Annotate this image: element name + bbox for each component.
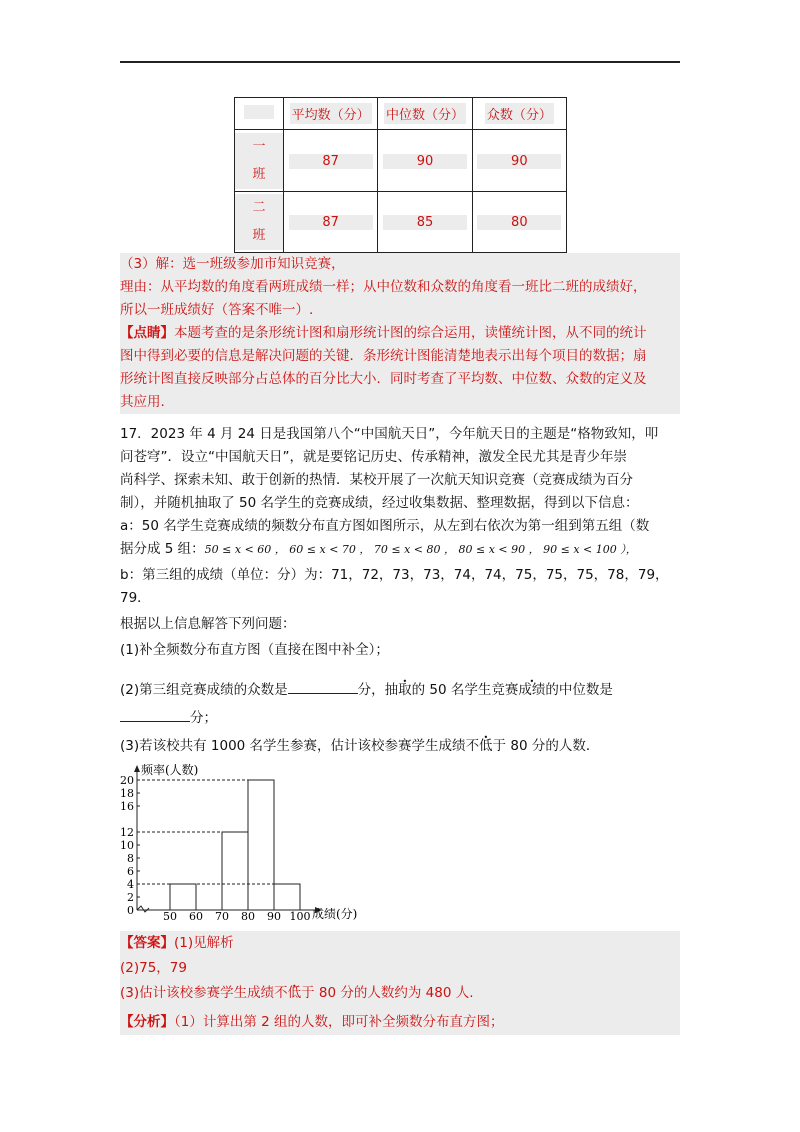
cell-class2-mode: 80 [472,192,566,253]
intro-line: 根据以上信息解答下列问题： [120,616,296,632]
table-row [235,192,567,253]
info-a-line: a：50 名学生竞赛成绩的频数分布直方图如图所示，从左到右依次为第一组到第五组（数 [120,518,650,534]
answer-text: 80 分的人数约为 480 人. [314,985,474,1001]
table-header-empty [235,98,284,130]
row-label-class2: 二 班 [235,192,284,253]
info-a-line2 [120,538,680,561]
question-line: 制），并随机抽取了 50 名学生的竞赛成绩，经过收集数据、整理数据，得到以下信息： [120,495,639,511]
comment-tag: 【点睛】 [120,325,174,341]
emphasis-text: 名学生竞赛成绩的中位数是 • [451,682,613,698]
info-b-line: b：第三组的成绩（单位：分）为：71，72，73，73，74，74，75，75，75，78，79， [120,567,669,583]
question-line: 尚科学、探索未知、敢于创新的热情．某校开展了一次航天知识竞赛（竞赛成绩为百分 [120,472,633,488]
info-a-prefix: 据分成 5 组： [120,541,205,557]
y-tick-label: 8 [127,852,134,865]
x-tick-label: 80 [241,910,255,922]
histogram-bar [222,832,248,910]
histogram-bar [170,884,196,910]
part2-text: 50 [425,682,451,698]
x-tick-label: 100 [289,910,311,922]
analysis-line [120,1010,680,1035]
cell-class1-mean: 87 [284,130,378,192]
comment-line: 形统计图直接反映部分占总体的百分比大小．同时考查了平均数、中位数、众数的定义及 [120,371,647,387]
table-header-mode: 众数（分） [472,98,566,130]
comment-line: 图中得到必要的信息是解决问题的关键．条形统计图能清楚地表示出每个项目的数据；扇 [120,348,647,364]
cell-class2-median: 85 [378,192,472,253]
part3-line [120,735,680,757]
emphasis-text: 不低于 [274,985,315,1001]
analysis-tag: 【分析】 [120,1014,174,1030]
table-row [235,130,567,192]
stats-table [234,97,567,253]
part2-text: 分， [357,682,385,698]
part2-text: (2)第三组竞赛成绩的众数是 [120,682,288,698]
x-tick-label: 90 [267,910,281,922]
answer-line [120,981,680,1006]
y-tick-label: 6 [127,865,134,878]
analysis-text: （1）计算出第 2 组的人数，即可补全频数分布直方图； [174,1014,504,1030]
y-tick-label: 2 [127,891,134,904]
answer-line: (2)75，79 [120,960,187,976]
table-header-median: 中位数（分） [378,98,472,130]
axis-break [137,906,149,912]
y-axis-arrow [134,765,140,772]
x-tick-label: 60 [189,910,203,922]
y-axis-label: 频率(人数) [141,763,199,777]
x-axis-label: 成绩(分) [312,907,358,921]
comment-text: 本题考查的是条形统计图和扇形统计图的综合运用，读懂统计图，从不同的统计 [174,325,647,341]
answer-tag: 【答案】 [120,935,174,951]
cell-class2-mean: 87 [284,192,378,253]
part3-text: (3)若该校共有 1000 名学生参赛，估计该校参赛学生成绩 [120,738,466,754]
row-label-class1: 一 班 [235,130,284,192]
top-rule [120,61,680,63]
answer-line [120,931,680,956]
answer-text: (1)见解析 [174,935,234,951]
interval-list: 50 ≤ x < 60 ， 60 ≤ x < 70 ， 70 ≤ x < 80 ， 80 ≤ x < 90 ， 90 ≤ x < 100 ）， [204,543,637,556]
y-tick-label: 0 [127,904,134,917]
solution-line: 理由：从平均数的角度看两班成绩一样；从中位数和众数的角度看一班比二班的成绩好， [120,279,647,295]
y-tick-label: 20 [120,774,134,787]
histogram-bar [248,780,274,910]
part3-text: 80 分的人数． [506,738,600,754]
comment-line: 其应用. [120,394,165,410]
table-header-row [235,98,567,130]
part2-line2 [120,707,680,729]
histogram-bar [274,884,300,910]
frequency-histogram [115,762,375,922]
part2-text: 分； [190,710,217,726]
solution-part3 [120,253,680,414]
y-tick-label: 12 [120,826,134,839]
question-line: 问苍穹”．设立“中国航天日”，就是要铭记历史、传承精神，激发全民尤其是青少年崇 [120,449,627,465]
answer-blank[interactable] [288,679,358,694]
part1-line: (1)补全频数分布直方图（直接在图中补全）； [120,642,389,658]
solution-line: 所以一班成绩好（答案不唯一）. [120,302,314,318]
cell-class1-mode: 90 [472,130,566,192]
y-tick-label: 16 [120,800,134,813]
comment-line [120,322,680,345]
question-17-stem [120,423,680,662]
answer-block [120,931,680,1035]
emphasis-text: 不低于 [465,738,507,754]
y-tick-label: 10 [120,839,134,852]
x-tick-label: 50 [163,910,177,922]
emphasis-text: 抽取的 [384,682,426,698]
table-header-mean: 平均数（分） [284,98,378,130]
question-line: 17．2023 年 4 月 24 日是我国第八个“中国航天日”，今年航天日的主题是“格物致知，叩 [120,426,659,442]
info-b-line: 79． [120,590,151,606]
answer-text: (3)估计该校参赛学生成绩 [120,985,275,1001]
x-tick-label: 70 [215,910,229,922]
solution-line: （3）解：选一班级参加市知识竞赛， [120,256,345,272]
cell-class1-median: 90 [378,130,472,192]
part2-line [120,679,680,701]
y-tick-label: 18 [120,787,134,800]
y-tick-label: 4 [127,878,134,891]
answer-blank[interactable] [120,707,190,722]
